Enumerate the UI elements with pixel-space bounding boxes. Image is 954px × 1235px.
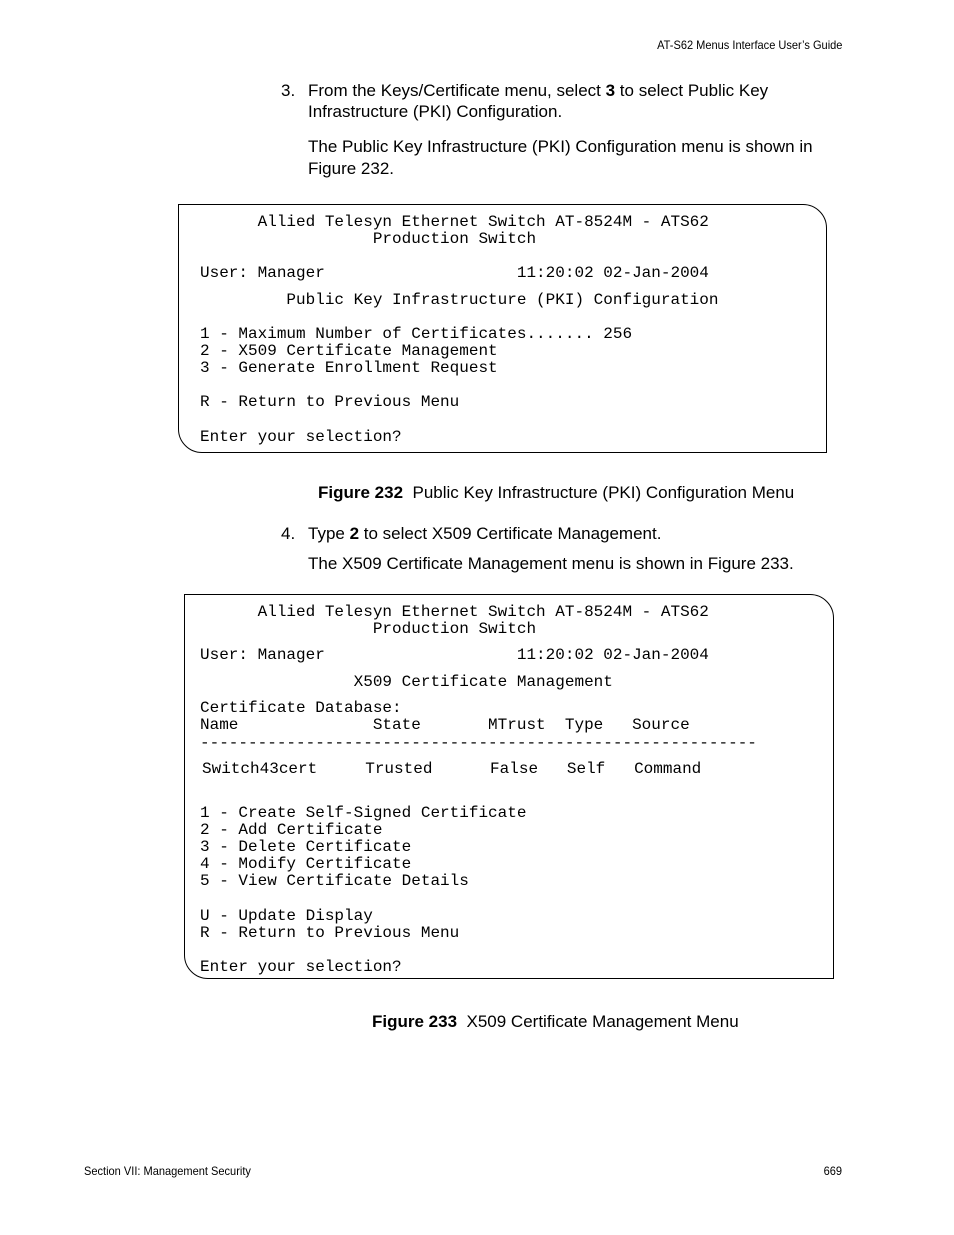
- step-text-part: Type: [308, 524, 350, 543]
- menu-option: 4 - Modify Certificate: [200, 855, 412, 873]
- figure-233-caption: [372, 1011, 739, 1033]
- menu-option: 2 - X509 Certificate Management: [200, 342, 498, 360]
- table-divider: ----------------------------------------------------------: [200, 734, 757, 752]
- step-3-description: The Public Key Infrastructure (PKI) Configuration menu is shown in Figure 232.: [308, 137, 813, 178]
- figure-text: Public Key Infrastructure (PKI) Configuration Menu: [412, 483, 795, 502]
- step-text-part: to select Public Key Infrastructure (PKI) Configuration.: [308, 81, 769, 121]
- step-key: 3: [605, 81, 616, 100]
- figure-text: X509 Certificate Management Menu: [466, 1012, 739, 1031]
- screen-line: Production Switch: [200, 230, 537, 248]
- figure-label: Figure 233: [372, 1012, 458, 1031]
- page-number: 669: [823, 1164, 842, 1178]
- terminal-screen-x509: [184, 594, 834, 979]
- step-text: [308, 80, 818, 122]
- screen-prompt: Enter your selection?: [200, 428, 402, 446]
- terminal-screen-pki: [178, 204, 827, 453]
- menu-option: 2 - Add Certificate: [200, 821, 383, 839]
- step-text-part: to select X509 Certificate Management.: [359, 524, 662, 543]
- menu-option: U - Update Display: [200, 907, 373, 925]
- screen-title: X509 Certificate Management: [200, 673, 613, 691]
- running-header: AT-S62 Menus Interface User’s Guide: [656, 38, 842, 52]
- screen-line: Certificate Database:: [200, 699, 402, 717]
- screen-line: Allied Telesyn Ethernet Switch AT-8524M - ATS62: [200, 603, 709, 621]
- table-row: Switch43cert Trusted False Self Command: [202, 760, 702, 778]
- menu-option: 1 - Create Self-Signed Certificate: [200, 804, 527, 822]
- menu-option: 3 - Delete Certificate: [200, 838, 412, 856]
- figure-232-caption: [318, 482, 794, 504]
- screen-line: Production Switch: [200, 620, 537, 638]
- figure-label: Figure 232: [318, 483, 404, 502]
- step-4-description: The X509 Certificate Management menu is shown in Figure 233.: [308, 554, 794, 573]
- screen-title: Public Key Infrastructure (PKI) Configuration: [200, 291, 719, 309]
- step-key: 2: [349, 524, 360, 543]
- menu-option: 1 - Maximum Number of Certificates....... 256: [200, 325, 633, 343]
- menu-option: 3 - Generate Enrollment Request: [200, 359, 498, 377]
- table-header: Name State MTrust Type Source: [200, 716, 690, 734]
- menu-option: 5 - View Certificate Details: [200, 872, 469, 890]
- step-number: 3.: [281, 81, 296, 100]
- menu-option: R - Return to Previous Menu: [200, 924, 460, 942]
- footer-section: Section VII: Management Security: [84, 1164, 251, 1178]
- step-text: [308, 523, 818, 544]
- screen-line: Allied Telesyn Ethernet Switch AT-8524M - ATS62: [200, 213, 709, 231]
- step-number: 4.: [281, 524, 296, 543]
- menu-option: R - Return to Previous Menu: [200, 393, 460, 411]
- screen-line: User: Manager 11:20:02 02-Jan-2004: [200, 646, 709, 664]
- step-text-part: From the Keys/Certificate menu, select: [308, 81, 606, 100]
- screen-line: User: Manager 11:20:02 02-Jan-2004: [200, 264, 709, 282]
- screen-prompt: Enter your selection?: [200, 958, 402, 976]
